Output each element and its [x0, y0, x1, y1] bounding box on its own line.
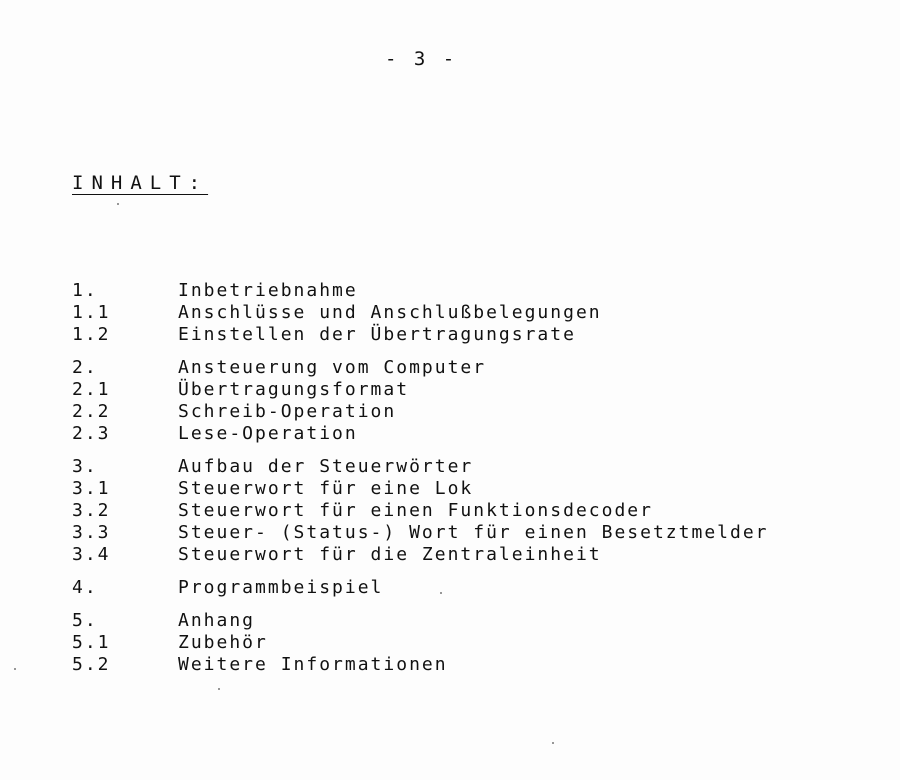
- toc-entry-title: Schreib-Operation: [178, 401, 397, 422]
- toc-section: [72, 610, 872, 676]
- toc-entry: [72, 478, 872, 500]
- scan-speck: [218, 688, 220, 690]
- scan-speck: [14, 668, 16, 670]
- toc-entry-number: 1.: [72, 280, 98, 301]
- toc-entry: [72, 401, 872, 423]
- toc-entry: [72, 357, 872, 379]
- toc-entry: [72, 610, 872, 632]
- toc-entry-number: 3.1: [72, 478, 111, 499]
- toc-entry-number: 2.: [72, 357, 98, 378]
- toc-entry-number: 5.2: [72, 654, 111, 675]
- scan-speck: [440, 592, 442, 594]
- toc-entry-title: Anschlüsse und Anschlußbelegungen: [178, 302, 602, 323]
- toc-entry-number: 2.3: [72, 423, 111, 444]
- toc-entry-title: Inbetriebnahme: [178, 280, 358, 301]
- scan-speck: [117, 203, 119, 205]
- toc-entry: [72, 379, 872, 401]
- toc-entry-number: 1.1: [72, 302, 111, 323]
- toc-entry-number: 3.4: [72, 544, 111, 565]
- toc-entry-title: Steuerwort für die Zentraleinheit: [178, 544, 602, 565]
- toc-entry-title: Einstellen der Übertragungsrate: [178, 324, 576, 345]
- toc-entry-number: 3.: [72, 456, 98, 477]
- table-of-contents-heading: INHALT:: [72, 172, 209, 194]
- toc-entry-number: 5.: [72, 610, 98, 631]
- toc-entry: [72, 302, 872, 324]
- toc-entry-title: Aufbau der Steuerwörter: [178, 456, 474, 477]
- toc-entry-title: Anhang: [178, 610, 256, 631]
- toc-entry-title: Programmbeispiel: [178, 577, 384, 598]
- toc-entry: [72, 577, 872, 599]
- toc-entry-title: Weitere Informationen: [178, 654, 448, 675]
- toc-entry: [72, 632, 872, 654]
- toc-entry-title: Steuerwort für einen Funktionsdecoder: [178, 500, 653, 521]
- toc-section: [72, 357, 872, 445]
- toc-entry-title: Übertragungsformat: [178, 379, 410, 400]
- toc-entry: [72, 522, 872, 544]
- toc-entry: [72, 654, 872, 676]
- toc-entry: [72, 500, 872, 522]
- toc-entry: [72, 423, 872, 445]
- toc-entry-title: Steuerwort für eine Lok: [178, 478, 474, 499]
- toc-entry: [72, 280, 872, 302]
- toc-entry-title: Zubehör: [178, 632, 268, 653]
- toc-entry-title: Lese-Operation: [178, 423, 358, 444]
- toc-entry-number: 4.: [72, 577, 98, 598]
- toc-entry-number: 2.2: [72, 401, 111, 422]
- toc-section: [72, 577, 872, 599]
- toc-entry: [72, 324, 872, 346]
- toc-section: [72, 280, 872, 346]
- page-number: - 3 -: [385, 48, 458, 70]
- toc-entry-number: 2.1: [72, 379, 111, 400]
- toc-entry: [72, 544, 872, 566]
- toc-entry-number: 3.3: [72, 522, 111, 543]
- toc-entry-title: Steuer- (Status-) Wort für einen Besetztmelder: [178, 522, 769, 543]
- toc-entry-number: 5.1: [72, 632, 111, 653]
- table-of-contents: [72, 280, 872, 687]
- toc-entry-number: 1.2: [72, 324, 111, 345]
- toc-entry-title: Ansteuerung vom Computer: [178, 357, 487, 378]
- toc-section: [72, 456, 872, 566]
- toc-entry: [72, 456, 872, 478]
- scan-speck: [552, 742, 554, 744]
- toc-entry-number: 3.2: [72, 500, 111, 521]
